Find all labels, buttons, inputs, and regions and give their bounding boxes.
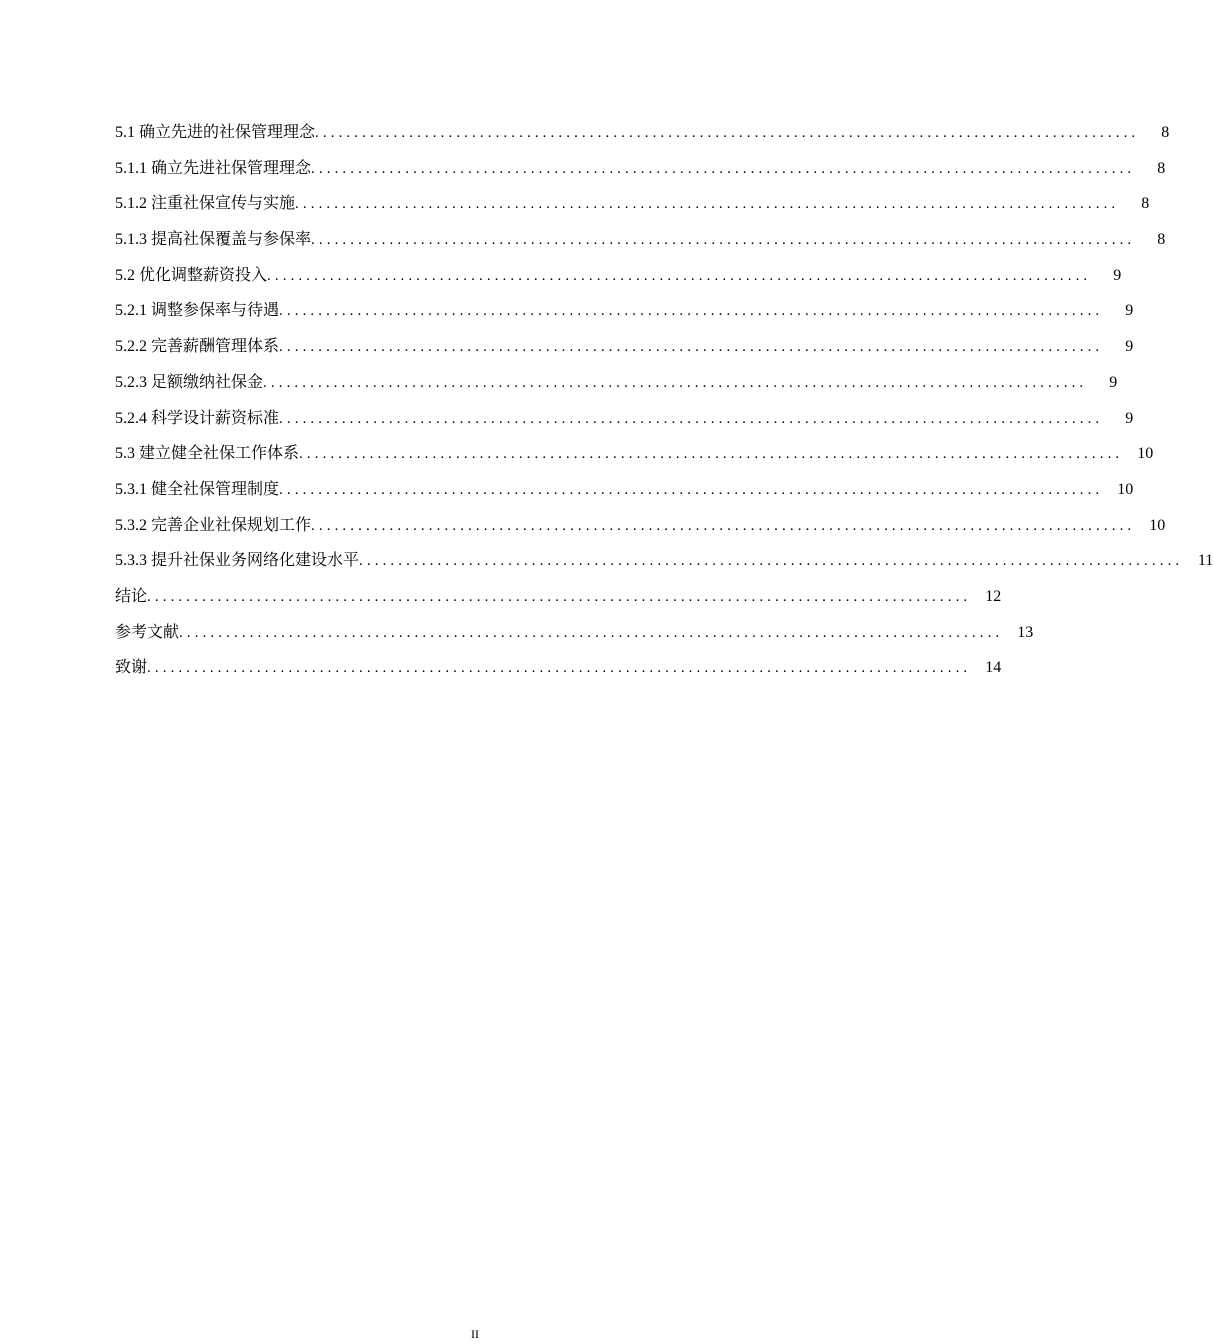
toc-dot-leader: ......................................................................................................... xyxy=(311,160,1136,177)
toc-entry[interactable] xyxy=(115,222,1166,258)
toc-entry-title: 参考文献 xyxy=(115,623,180,641)
toc-entry-title: 结论 xyxy=(115,587,148,605)
toc-entry-title: 注重社保宣传与实施 xyxy=(151,195,296,213)
toc-dot-leader: ......................................................................................................... xyxy=(299,446,1124,463)
toc-entry-number: 5.3.3 xyxy=(115,552,147,570)
toc-entry-title: 完善薪酬管理体系 xyxy=(151,338,280,356)
toc-entry[interactable] xyxy=(115,401,1134,437)
toc-entry-page: 10 xyxy=(1117,480,1134,498)
toc-entry-page: 10 xyxy=(1137,445,1154,463)
toc-entry-page: 12 xyxy=(985,587,1002,605)
toc-dot-leader: ......................................................................................................... xyxy=(279,339,1104,356)
page-number-footer: II xyxy=(471,1327,479,1341)
toc-entry-page: 9 xyxy=(1109,373,1118,391)
toc-dot-leader: ......................................................................................................... xyxy=(295,196,1120,213)
toc-entry-page: 9 xyxy=(1125,409,1134,427)
toc-entry-number: 5.1 xyxy=(115,124,135,141)
toc-entry-number: 5.1.3 xyxy=(115,231,147,249)
toc-dot-leader: ......................................................................................................... xyxy=(279,481,1104,498)
toc-entry-title: 完善企业社保规划工作 xyxy=(151,516,312,534)
toc-entry-page: 9 xyxy=(1125,338,1134,356)
toc-entry-page: 8 xyxy=(1161,124,1170,141)
toc-dot-leader: ......................................................................................................... xyxy=(311,517,1136,534)
toc-entry-number: 5.1.2 xyxy=(115,195,147,213)
toc-entry-page: 8 xyxy=(1157,159,1166,177)
toc-entry-number: 5.2.2 xyxy=(115,338,147,356)
toc-entry[interactable] xyxy=(115,151,1166,187)
toc-entry-number: 5.1.1 xyxy=(115,159,147,177)
toc-entry[interactable] xyxy=(115,579,1002,615)
toc-entry[interactable] xyxy=(115,472,1134,508)
toc-entry-title: 提升社保业务网络化建设水平 xyxy=(151,552,360,570)
toc-entry-page: 8 xyxy=(1157,231,1166,249)
toc-entry-title: 提高社保覆盖与参保率 xyxy=(151,231,312,249)
toc-dot-leader: ......................................................................................................... xyxy=(359,553,1184,570)
toc-entry-title: 确立先进社保管理理念 xyxy=(151,159,312,177)
toc-entry-number: 5.2 xyxy=(115,266,135,284)
toc-entry[interactable] xyxy=(115,329,1134,365)
toc-entry-number: 5.2.1 xyxy=(115,302,147,320)
toc-entry-title: 调整参保率与待遇 xyxy=(151,302,280,320)
toc-entry[interactable] xyxy=(115,365,1118,401)
toc-entry-title: 建立健全社保工作体系 xyxy=(139,445,300,463)
toc-dot-leader: ......................................................................................................... xyxy=(315,125,1140,141)
toc-entry-number: 5.3 xyxy=(115,445,135,463)
toc-entry[interactable] xyxy=(115,615,1034,651)
table-of-contents xyxy=(115,115,1213,686)
toc-dot-leader: ......................................................................................................... xyxy=(267,267,1092,284)
toc-entry-title: 健全社保管理制度 xyxy=(151,480,280,498)
toc-entry-title: 优化调整薪资投入 xyxy=(139,266,268,284)
toc-entry-title: 科学设计薪资标准 xyxy=(151,409,280,427)
toc-entry-number: 5.2.4 xyxy=(115,409,147,427)
toc-entry-page: 11 xyxy=(1197,552,1213,570)
toc-entry-title: 足额缴纳社保金 xyxy=(151,373,264,391)
toc-entry[interactable] xyxy=(115,293,1134,329)
toc-dot-leader: ......................................................................................................... xyxy=(263,374,1088,391)
toc-entry-page: 14 xyxy=(985,659,1002,677)
toc-entry-page: 13 xyxy=(1017,623,1034,641)
toc-dot-leader: ......................................................................................................... xyxy=(147,660,972,677)
toc-entry[interactable] xyxy=(115,543,1213,579)
toc-dot-leader: ......................................................................................................... xyxy=(147,588,972,605)
toc-dot-leader: ......................................................................................................... xyxy=(311,232,1136,249)
toc-entry[interactable] xyxy=(115,508,1166,544)
toc-entry[interactable] xyxy=(115,186,1150,222)
toc-entry[interactable] xyxy=(115,258,1122,294)
toc-dot-leader: ......................................................................................................... xyxy=(179,624,1004,641)
toc-dot-leader: ......................................................................................................... xyxy=(279,410,1104,427)
toc-entry-number: 5.3.2 xyxy=(115,516,147,534)
toc-entry-page: 9 xyxy=(1113,266,1122,284)
toc-entry[interactable] xyxy=(115,436,1154,472)
toc-entry-title: 确立先进的社保管理理念 xyxy=(139,124,316,141)
toc-entry-page: 9 xyxy=(1125,302,1134,320)
toc-entry-title: 致谢 xyxy=(115,659,148,677)
toc-entry-number: 5.2.3 xyxy=(115,373,147,391)
toc-entry-page: 8 xyxy=(1141,195,1150,213)
toc-dot-leader: ......................................................................................................... xyxy=(279,303,1104,320)
toc-entry-number: 5.3.1 xyxy=(115,480,147,498)
toc-entry[interactable] xyxy=(115,115,1170,151)
toc-entry[interactable] xyxy=(115,650,1002,686)
toc-entry-page: 10 xyxy=(1149,516,1166,534)
